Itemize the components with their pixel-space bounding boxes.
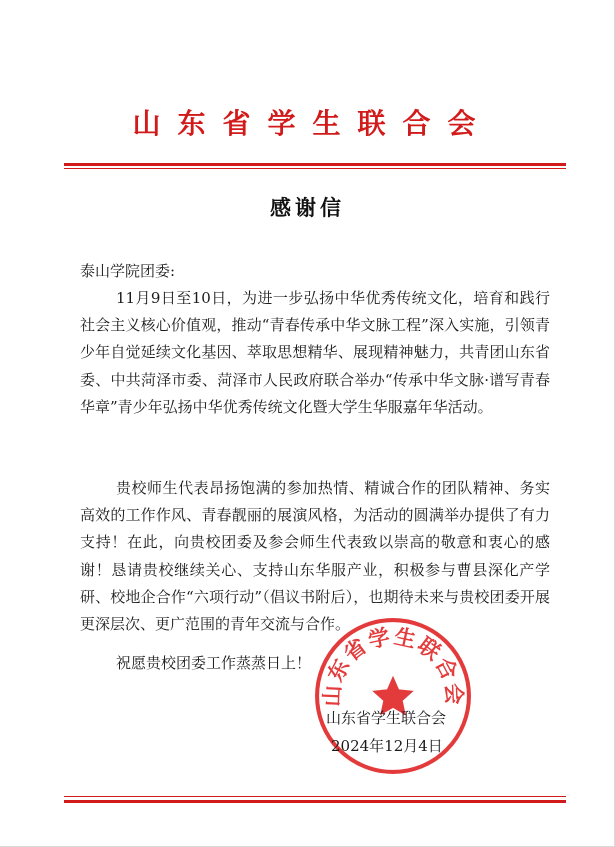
footer-rule-thick: [64, 800, 566, 803]
header-rule-thin: [64, 168, 566, 169]
signature-date: 2024年12月4日: [331, 737, 443, 755]
seal-text: 山东省学生联合会: [319, 624, 467, 708]
paragraph-1: 11月9日至10日，为进一步弘扬中华优秀传统文化，培育和践行社会主义核心价值观，推动“青春传承中华文脉工程”深入实施，引领青少年自觉延续文化基因、萃取思想精华、展现精神魅力，共青团山东省委、中共菏泽市委、菏泽市人民政府联合举办“传承中华文脉·谱写青春华章”青少年弘扬中华优秀传统文化暨大学生华服嘉年华活动。: [80, 289, 550, 416]
footer-rule-thin: [64, 796, 566, 797]
letterhead-title: 山东省学生联合会: [132, 107, 493, 140]
letter-title: 感谢信: [270, 195, 345, 220]
salutation: 泰山学院团委:: [80, 262, 176, 280]
header-rule-thick: [64, 163, 566, 166]
signature-org: 山东省学生联合会: [326, 709, 447, 727]
paragraph-3: 祝愿贵校团委工作蒸蒸日上！: [116, 654, 312, 672]
paragraph-2: 贵校师生代表昂扬饱满的参加热情、精诚合作的团队精神、务实高效的工作作风、青春靓丽的展演风格，为活动的圆满举办提供了有力支持！在此，向贵校团委及参会师生代表致以崇高的敬意和衷心的感谢！恳请贵校继续关心、支持山东华服产业，积极参与曹县深化产学研、校地企合作“六项行动”（倡议书附后），也期待未来与贵校团委开展更深层次、更广范围的青年交流与合作。: [80, 479, 550, 634]
